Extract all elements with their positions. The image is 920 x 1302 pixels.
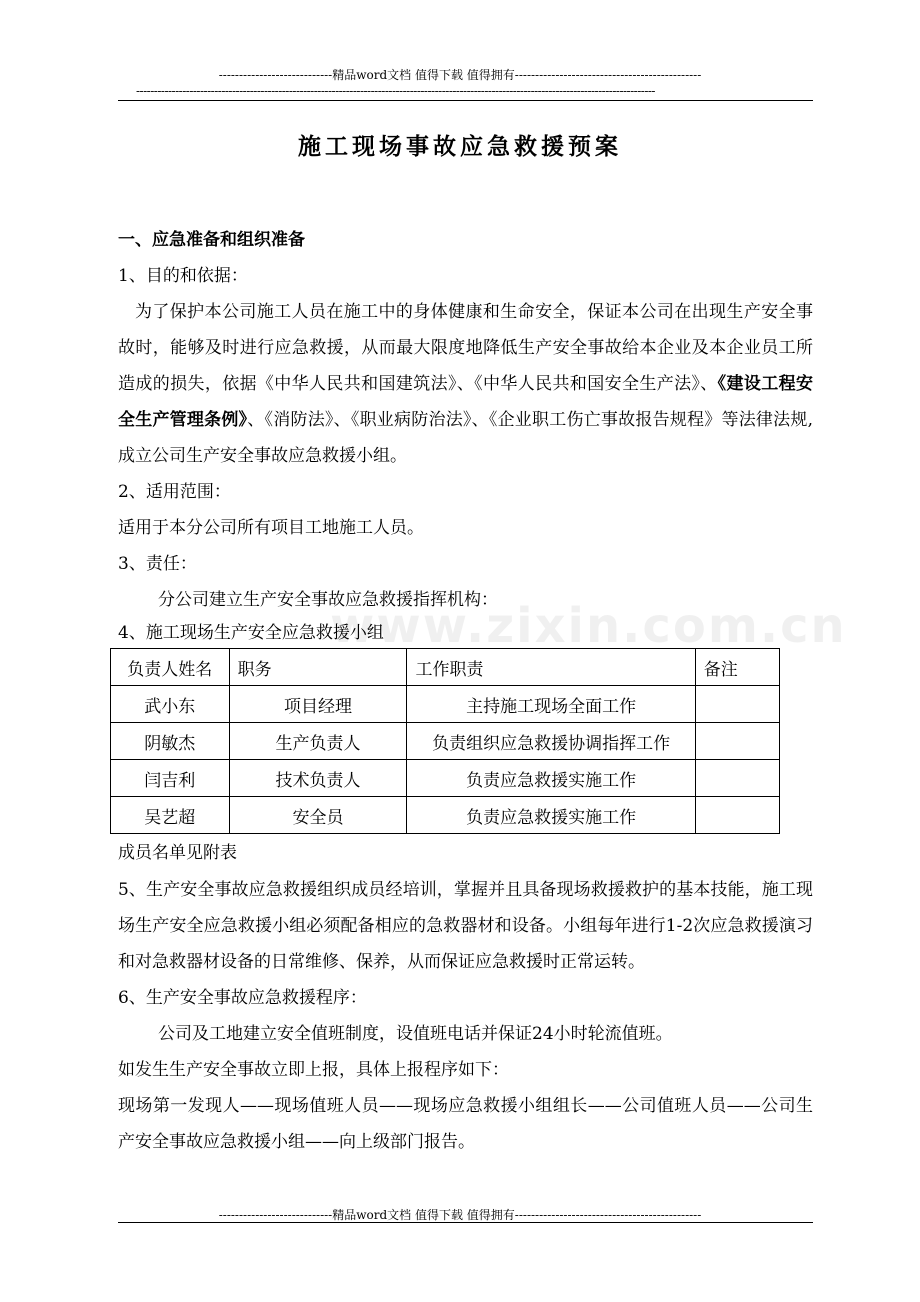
purpose-paragraph bbox=[118, 294, 813, 474]
table-cell: 武小东 bbox=[111, 686, 230, 723]
table-cell bbox=[695, 723, 779, 760]
section-heading-1: 一、应急准备和组织准备 bbox=[118, 230, 305, 250]
table-row bbox=[111, 723, 780, 760]
purpose-text-bold: 《建设工程安全生产管理条例》 bbox=[118, 374, 814, 430]
table-header-cell: 备注 bbox=[695, 649, 779, 686]
table-cell: 负责组织应急救援协调指挥工作 bbox=[407, 723, 695, 760]
table-cell: 阴敏杰 bbox=[111, 723, 230, 760]
table-cell: 负责应急救援实施工作 bbox=[407, 760, 695, 797]
subheading-procedure: 6、生产安全事故应急救援程序： bbox=[118, 988, 367, 1008]
footer-divider bbox=[118, 1222, 813, 1223]
table-header-row bbox=[111, 649, 780, 686]
document-body bbox=[118, 222, 813, 1160]
header-text: ----------------------------精品word文档 值得下载 值得拥有---------------------------------------------- bbox=[218, 68, 702, 82]
table-cell: 技术负责人 bbox=[229, 760, 407, 797]
document-title: 施工现场事故应急救援预案 bbox=[298, 134, 622, 160]
table-cell bbox=[695, 797, 779, 834]
table-cell: 吴艺超 bbox=[111, 797, 230, 834]
duty-text: 公司及工地建立安全值班制度，设值班电话并保证24小时轮流值班。 bbox=[158, 1024, 673, 1044]
table-cell: 项目经理 bbox=[229, 686, 407, 723]
subheading-team: 4、施工现场生产安全应急救援小组 bbox=[118, 623, 384, 643]
table-cell: 安全员 bbox=[229, 797, 407, 834]
table-row bbox=[111, 797, 780, 834]
report-chain: 现场第一发现人——现场值班人员——现场应急救援小组组长——公司值班人员——公司生产安全事故应急救援小组——向上级部门报告。 bbox=[118, 1096, 813, 1152]
subheading-responsibility: 3、责任： bbox=[118, 554, 197, 574]
training-paragraph: 5、生产安全事故应急救援组织成员经培训，掌握并且具备现场救援救护的基本技能，施工现场生产安全应急救援小组必须配备相应的急救器材和设备。小组每年进行1-2次应急救援演习和对急救器材设备的日常维修、保养，从而保证应急救援时正常运转。 bbox=[118, 880, 813, 972]
purpose-text-2: 、《消防法》、《职业病防治法》、《企业职工伤亡事故报告规程》等法律法规,成立公司生产安全事故应急救援小组。 bbox=[118, 410, 814, 466]
table-row bbox=[111, 686, 780, 723]
team-table bbox=[110, 648, 780, 834]
table-cell: 负责应急救援实施工作 bbox=[407, 797, 695, 834]
table-cell bbox=[695, 760, 779, 797]
header-dashed-line: -------------------------------------------------------------------------------------------------------------------------------------------------- bbox=[136, 84, 655, 98]
purpose-text-1: 为了保护本公司施工人员在施工中的身体健康和生命安全，保证本公司在出现生产安全事故时，能够及时进行应急救援，从而最大限度地降低生产安全事故给本企业及本企业员工所造成的损失，依据《中华人民共和国建筑法》、《中华人民共和国安全生产法》、 bbox=[118, 302, 813, 394]
table-row bbox=[111, 760, 780, 797]
watermark: www.zixin.com.cn bbox=[330, 598, 847, 654]
scope-text: 适用于本分公司所有项目工地施工人员。 bbox=[118, 518, 424, 538]
table-header-cell: 工作职责 bbox=[407, 649, 695, 686]
table-header-cell: 负责人姓名 bbox=[111, 649, 230, 686]
member-list-note: 成员名单见附表 bbox=[118, 843, 237, 863]
table-header-cell: 职务 bbox=[229, 649, 407, 686]
subheading-purpose: 1、目的和依据： bbox=[118, 266, 248, 286]
table-cell: 生产负责人 bbox=[229, 723, 407, 760]
header-divider bbox=[118, 100, 813, 101]
table-cell bbox=[695, 686, 779, 723]
table-cell: 闫吉利 bbox=[111, 760, 230, 797]
responsibility-text: 分公司建立生产安全事故应急救援指挥机构： bbox=[158, 590, 498, 610]
table-cell: 主持施工现场全面工作 bbox=[407, 686, 695, 723]
subheading-scope: 2、适用范围： bbox=[118, 482, 231, 502]
footer-text: ----------------------------精品word文档 值得下载 值得拥有---------------------------------------------- bbox=[218, 1208, 702, 1222]
report-intro: 如发生生产安全事故立即上报，具体上报程序如下： bbox=[118, 1060, 509, 1080]
